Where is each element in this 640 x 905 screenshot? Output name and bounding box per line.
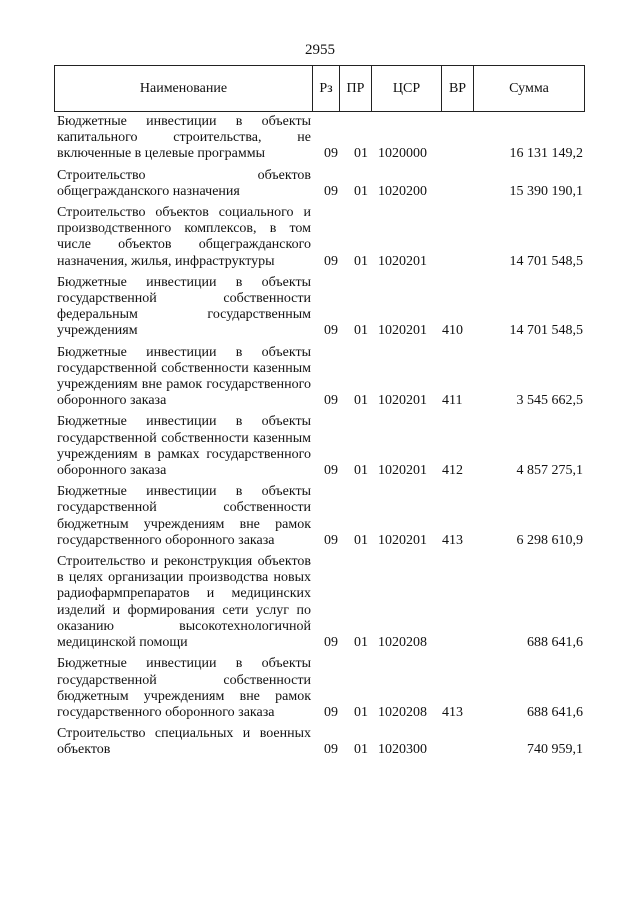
row-name: Бюджетные инвестиции в объекты государственной собственности казенным учреждениям в рамках государственного оборонного заказа <box>57 414 311 479</box>
row-csr: 1020201 <box>378 253 427 269</box>
table-row <box>0 114 640 163</box>
table-row <box>0 414 640 479</box>
row-name: Строительство специальных и военных объектов <box>57 726 311 758</box>
row-name: Бюджетные инвестиции в объекты капитального строительства, не включенные в целевые программы <box>57 114 311 162</box>
row-vr: 410 <box>442 323 463 339</box>
row-rz: 09 <box>324 393 338 409</box>
header-vr: ВР <box>442 66 474 112</box>
row-name: Строительство объектов социального и производственного комплексов, в том числе объектов общегражданского назначения, жилья, инфраструктуры <box>57 205 311 269</box>
row-name: Строительство объектов общегражданского назначения <box>57 167 311 199</box>
row-pr: 01 <box>354 532 368 548</box>
table-row <box>0 275 640 340</box>
row-sum: 688 641,6 <box>527 704 583 720</box>
row-pr: 01 <box>354 393 368 409</box>
row-pr: 01 <box>354 742 368 758</box>
row-csr: 1020208 <box>378 704 427 720</box>
header-csr: ЦСР <box>372 66 442 112</box>
row-pr: 01 <box>354 704 368 720</box>
row-sum: 6 298 610,9 <box>516 532 583 548</box>
row-pr: 01 <box>354 323 368 339</box>
row-sum: 14 701 548,5 <box>509 253 583 269</box>
row-rz: 09 <box>324 253 338 269</box>
row-pr: 01 <box>354 146 368 162</box>
table-row <box>0 205 640 270</box>
row-sum: 688 641,6 <box>527 635 583 651</box>
row-csr: 1020201 <box>378 463 427 479</box>
row-rz: 09 <box>324 463 338 479</box>
row-vr: 413 <box>442 704 463 720</box>
table-row <box>0 554 640 651</box>
row-rz: 09 <box>324 323 338 339</box>
row-rz: 09 <box>324 183 338 199</box>
row-name: Бюджетные инвестиции в объекты государственной собственности казенным учреждениям вне рамок государственного оборонного заказа <box>57 344 311 409</box>
row-csr: 1020200 <box>378 183 427 199</box>
row-vr: 412 <box>442 463 463 479</box>
table-row <box>0 345 640 410</box>
row-pr: 01 <box>354 253 368 269</box>
row-sum: 4 857 275,1 <box>516 463 583 479</box>
header-pr: ПР <box>340 66 372 112</box>
row-pr: 01 <box>354 183 368 199</box>
table-row <box>0 656 640 721</box>
header-sum: Сумма <box>474 66 585 112</box>
table-body <box>0 114 640 764</box>
row-sum: 740 959,1 <box>527 742 583 758</box>
row-sum: 14 701 548,5 <box>509 323 583 339</box>
row-name: Бюджетные инвестиции в объекты государственной собственности федеральным государственным учреждениям <box>57 274 311 339</box>
row-csr: 1020201 <box>378 323 427 339</box>
table-row <box>0 726 640 758</box>
row-pr: 01 <box>354 635 368 651</box>
row-csr: 1020201 <box>378 393 427 409</box>
row-csr: 1020201 <box>378 532 427 548</box>
row-sum: 16 131 149,2 <box>509 146 583 162</box>
row-csr: 1020000 <box>378 146 427 162</box>
row-sum: 3 545 662,5 <box>516 393 583 409</box>
row-csr: 1020300 <box>378 742 427 758</box>
row-pr: 01 <box>354 463 368 479</box>
row-rz: 09 <box>324 742 338 758</box>
row-rz: 09 <box>324 532 338 548</box>
row-rz: 09 <box>324 635 338 651</box>
row-vr: 411 <box>442 393 463 409</box>
row-rz: 09 <box>324 704 338 720</box>
row-rz: 09 <box>324 146 338 162</box>
table-row <box>0 484 640 549</box>
row-sum: 15 390 190,1 <box>509 183 583 199</box>
row-name: Бюджетные инвестиции в объекты государственной собственности бюджетным учреждениям вне рамок государственного оборонного заказа <box>57 484 311 548</box>
row-csr: 1020208 <box>378 635 427 651</box>
table-header <box>54 65 585 112</box>
header-name: Наименование <box>55 66 313 112</box>
row-name: Бюджетные инвестиции в объекты государственной собственности бюджетным учреждениям вне рамок государственного оборонного заказа <box>57 656 311 720</box>
row-name: Строительство и реконструкция объектов в целях организации производства новых радиофармпрепаратов и медицинских изделий и формирования сети услуг по оказанию высокотехнологичной медицинской помощи <box>57 554 311 651</box>
row-vr: 413 <box>442 532 463 548</box>
page-number: 2955 <box>305 42 335 58</box>
table-row <box>0 168 640 200</box>
header-rz: Рз <box>313 66 340 112</box>
